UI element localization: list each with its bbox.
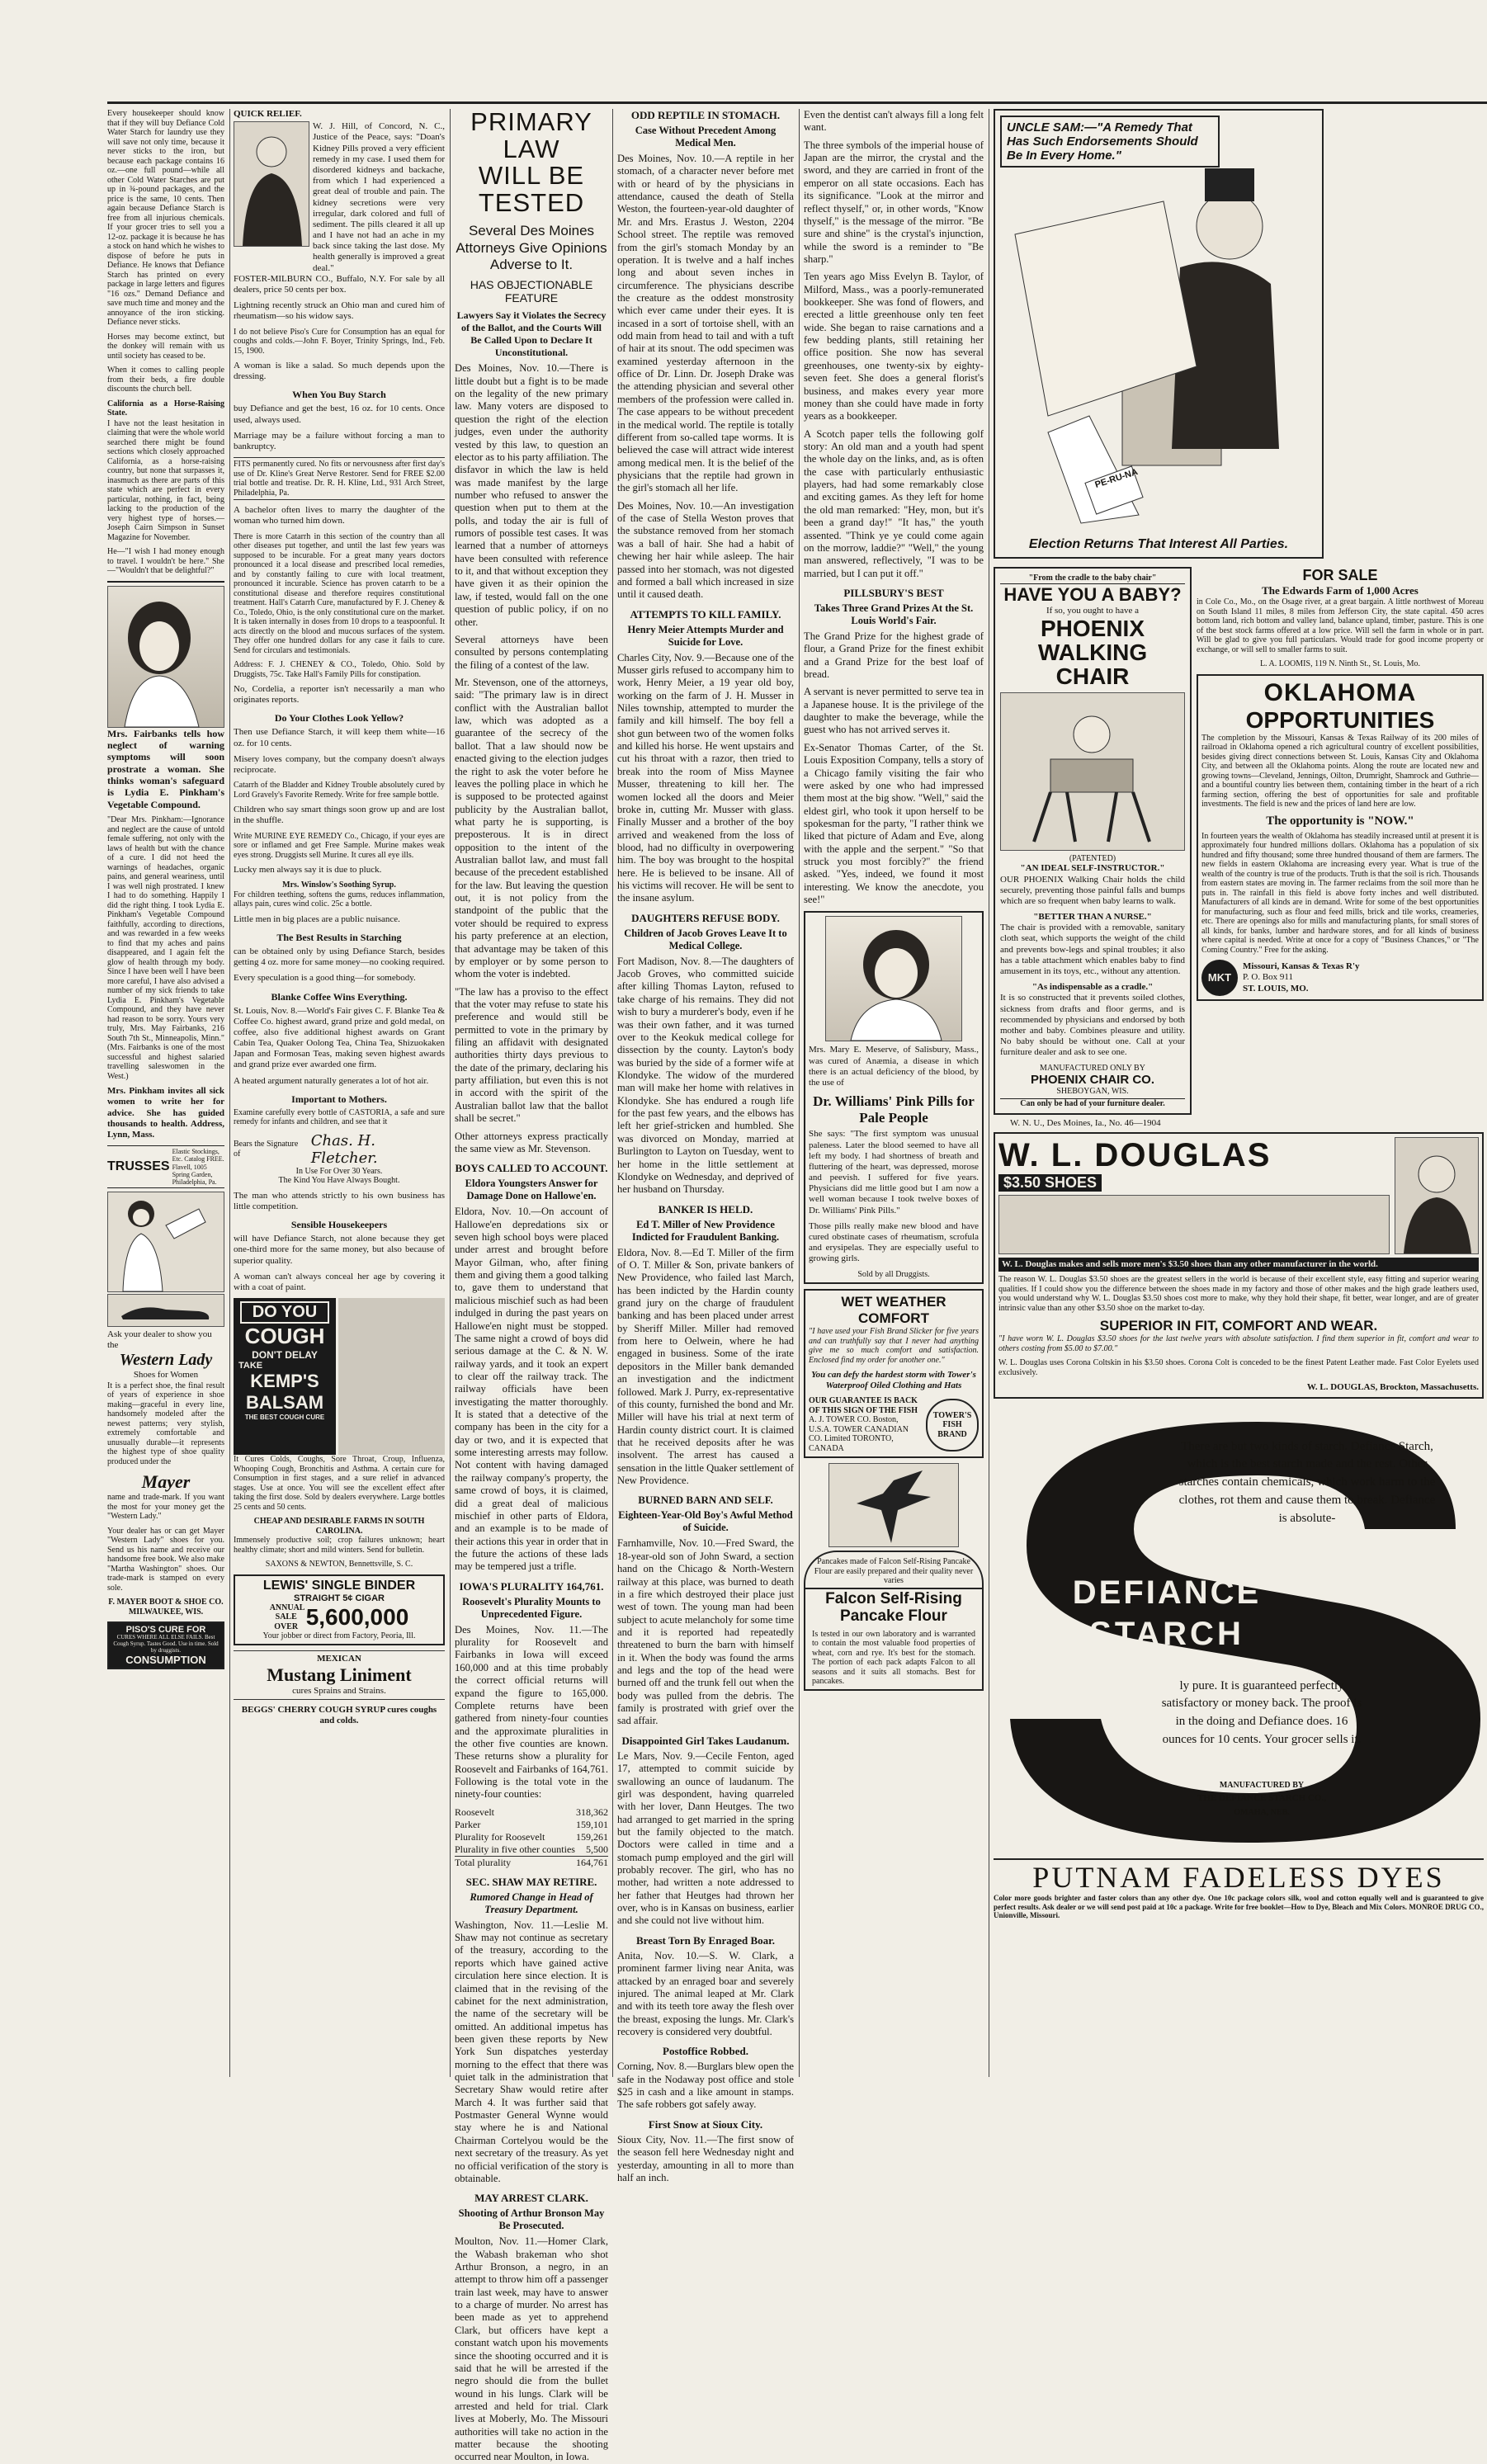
katy-footer [1201,960,1479,996]
douglas-banner [998,1137,1390,1254]
mayer-shoe-ad [107,1192,224,1617]
wnu-line: W. N. U., Des Moines, Ia., No. 46—1904 [1010,1118,1161,1129]
farms-text: Immensely productive soil; crop failures unknown; heart healthy climate; short and mild winters. Send for bulletin. [234,1536,445,1555]
murine-ad: Write MURINE EYE REMEDY Co., Chicago, if your eyes are sore or inflamed and get Free Sample. Murine makes weak eyes strong. Druggists sell Murine. It cures all eye ills. [234,831,445,860]
douglas-price: $3.50 SHOES [998,1174,1102,1192]
wet-weather-heading: WET WEATHER COMFORT [841,1294,946,1327]
primary-law-p5: Other attorneys express practically the same view as Mr. Stevenson. [455,1130,608,1154]
falcon-text: Is tested in our own laboratory and is warranted to contain the most valuable food properties of wheat, corn and rye. It's best for the stomach. The portion of each pack adapts Falcon to all seasons and it suits all stomachs. Best for pancakes. [804,1627,984,1691]
winslow-heading: Mrs. Winslow's Soothing Syrup. [282,880,396,890]
bears-signature-label: Bears the Signature of [234,1140,299,1159]
man-icon [234,122,309,246]
snow-article: Sioux City, Nov. 11.—The first snow of the season fell here Wednesday night and yesterday, amounting in all to more than half an inch. [617,2133,794,2183]
kemp-text: It Cures Colds, Coughs, Sore Throat, Croup, Influenza, Whooping Cough, Bronchitis and Asthma. A certain cure for Consumption in first stages, and a sure relief in advanced stages. Use at once. You will see the excellent effect after taking the first dose. Sold by dealers everywhere. Large bottles 25 cents and 50 cents. [234,1455,445,1512]
shoe-icon [116,1298,215,1323]
defiance-starch-ad [994,1405,1484,1855]
kemp-do-you: DO YOU [240,1301,329,1324]
defiance-text-1: There are but two kinds of starch. Defiance Starch, which is the best starch made and the rest. Other starches contain chemicals, which work harm to the clothes, rot them and cause them to break. Defiance is absolute- [1178,1439,1436,1525]
castoria-signature-row [234,1132,445,1167]
phoenix-footer: Can only be had of your furniture dealer. [1000,1098,1185,1109]
tower-footer-row [809,1396,979,1453]
mayer-ask: Ask your dealer to show you the [107,1329,212,1351]
column-6 [994,109,1484,2077]
shaw-subheading: Rumored Change in Head of Treasury Department. [470,1890,593,1915]
lightning-item: Lightning recently struck an Ohio man and cured him of rheumatism—so his widow says. [234,300,445,322]
kind-text: The Kind You Have Always Bought. [278,1176,400,1186]
phoenix-text-1: OUR PHOENIX Walking Chair holds the child securely, preventing those painful falls and bumps which are so frequent when baby learns to walk. [1000,874,1185,906]
mexican-label: MEXICAN [317,1653,361,1664]
wet-quote: "I have used your Fish Brand Slicker for five years and can truthfully say that I never had anything give me so much comfort and satisfaction. Enclosed find my order for another one." [809,1327,979,1365]
mayer-city: MILWAUKEE, WIS. [128,1607,204,1617]
lewis-annual: ANNUAL SALE OVER [269,1603,305,1631]
banker-heading: BANKER IS HELD. [658,1202,753,1215]
when-buy-text: buy Defiance and get the best, 16 oz. for 10 cents. Once used, always used. [234,404,445,425]
douglas-superior: SUPERIOR IN FIT, COMFORT AND WEAR. [1099,1318,1378,1334]
blank-ad-space [338,1298,445,1455]
falcon-flour-ad [804,1463,984,1690]
kemp-balsam-ad [234,1298,336,1455]
primary-law-p1: Des Moines, Nov. 10.—There is little doubt but a fight is to be made on the legality of the new primary law. Many voters are disposed to question the right of the election judges, even under the authority vested by this law, to question an elector as to his party affiliation. The disfavor in which the law is held was made manifest by the large number who refused to answer the question when put to them at the polls, and today the air is full of rumors of possible test cases. It was learned that a number of attorneys have been consulted with reference to it, and that without exception they have given it as their opinion the law, if tested, would fall on the one question of public policy, if on no other. [455,362,608,628]
trusses-ad [107,1145,224,1188]
woman-portrait-illustration [107,586,224,728]
primary-law-p2: Several attorneys have been consulted by persons contemplating the filing of a contest of the law. [455,633,608,671]
kemp-dont-delay: DON'T DELAY [252,1349,318,1362]
meserve-sold: Sold by all Druggists. [857,1269,930,1279]
trusses-title: TRUSSES [107,1159,170,1174]
falcon-icon [832,1464,956,1546]
douglas-portrait-illustration [1395,1137,1479,1254]
lewis-small: Your jobber or direct from Factory, Peoria, Ill. [262,1631,416,1641]
oklahoma-text-1: The completion by the Missouri, Kansas & Texas Railway of its 200 miles of railroad in Oklahoma opened a rich agricultural country of excellent possibilities, besides giving direct connections between St. Louis, Kansas City and Oklahoma City, and between all the Oklahoma points. Along the route are located new and growing towns—Cleveland, Jennings, Oilton, Drumright, Shamrock and Guthrie—and a bountiful country lies between them, containing timber in the heart of a rich farming section, offering the best of opportunities for sale and profitable investments. The field is new and the prices of land here are low. [1201,733,1479,809]
boar-heading: Breast Torn By Enraged Boar. [636,1933,775,1947]
baby-chair-icon [1001,693,1187,850]
salad-item: A woman is like a salad. So much depends upon the dressing. [234,361,445,382]
defiance-brand: DEFIANCE [1072,1574,1262,1611]
lewis-number: 5,600,000 [305,1603,409,1630]
column-2 [234,109,445,2077]
boys-article: Eldora, Nov. 10.—On account of Hallowe'en depredations six or seven high school boys were placed under arrest and brought before Mayor Gilman, who, after fining them and giving them a good talking to, gave them to understand that malicious mischief such as had been indulged in during the past years on Hallowe'en night must be stopped. The same night a crowd of boys did serious damage at the C. & N. W. railway yards, and it took an expert to clear off the railway track. The railway officials have been investigating the matter thoroughly. It is stated that a detective of the company has been in the city for a day or two, and it is expected that some interesting arrests may follow. Not content with having damaged the railway company's property, the same crowd of boys, it is claimed, did a great deal of malicious mischief in other parts of Eldora, and an example is to be made of their actions this year in order that in the future the actions of these lads may be tempered just a trifle. [455,1206,608,1573]
headline-deck: Several Des Moines Attorneys Give Opinions Adverse to It. [456,223,607,272]
pinkham-letter: "Dear Mrs. Pinkham:—Ignorance and neglect are the cause of untold female suffering, not only with the laws of health but with the chance of a cure. I did not heed the warnings of headaches, organic pains, and general weariness, until I was well nigh prostrated. I knew I had to do something. Happily I did the right thing. I took Lydia E. Pinkham's Vegetable Compound faithfully, according to directions, and was rewarded in a few weeks to find that my aches and pains disappeared, and I again felt the glow of health through my body. Since I have been well I have been more careful, I have also advised a number of my sick friends to take Lydia E. Pinkham's Vegetable Compound, and they have never had reason to be sorry. Yours very truly, Mrs. May Fairbanks, 216 South 7th St., Minneapolis, Minn." (Mrs. Fairbanks is one of the most successful and highest salaried travelling saleswomen in the West.) [107,815,224,1081]
douglas-shoes-ad [994,1132,1484,1398]
shoe-store-illustration [998,1195,1390,1254]
laudanum-heading: Disappointed Girl Takes Laudanum. [621,1734,790,1747]
portrait-icon [108,587,224,727]
children-item: Children who say smart things soon grow up and are lost in the shuffle. [234,805,445,826]
calling-item: When it comes to calling people from their beds, a fire double discounts the church bell. [107,366,224,394]
mustang-sub: cures Sprains and Strains. [292,1685,386,1696]
doans-testimonial: W. J. Hill, of Concord, N. C., Justice of the Peace, says: "Doan's Kidney Pills proved a very efficient remedy in my case. I used them for disordered kidneys and backache, from which I had experienced a great deal of trouble and pain. The kidney secretions were very irregular, dark colored and full of sediment. The pills cleared it all up and I have not had an ache in my back since taking the last dose. My health generally is improved a great deal." [313,121,445,273]
putnam-text: Color more goods brighter and faster colors than any other dye. One 10c package colors silk, wool and cotton equally well and is guaranteed to give perfect results. Ask dealer or we will send post paid at 10c a package. Write for free booklet—How to Dye, Bleach and Mix Colors. MONROE DRUG CO., Unionville, Missouri. [994,1894,1484,1919]
postoffice-article: Corning, Nov. 8.—Burglars blew open the safe in the Nodaway post office and stole $25 in cash and a like amount in stamps. The safe robbers got safely away. [617,2060,794,2111]
wet-company: A. J. TOWER CO. Boston, U.S.A. TOWER CANADIAN CO. Limited TORONTO, CANADA [809,1415,909,1453]
vote-table [455,1806,608,1869]
for-sale-heading: FOR SALE [1302,567,1378,583]
shaw-heading: SEC. SHAW MAY RETIRE. [465,1875,597,1888]
blanke-heading: Blanke Coffee Wins Everything. [271,990,408,1003]
kemp-balsam: BALSAM [245,1392,324,1414]
douglas-address: W. L. DOUGLAS, Brockton, Massachusetts. [1306,1382,1479,1393]
refuse-body-heading: DAUGHTERS REFUSE BODY. [631,911,780,924]
japan-item: The three symbols of the imperial house of Japan are the mirror, the crystal and the sword, and they are carried in front of the emperor on all state occasions. Each has its significance. "Look at the mirror and reflect thyself," or, in other words, "Know thyself," is the message of the mirror. "Be sure and shine" is the crystal's injunction, while the sword is a reminder to "Be sharp." [804,139,984,265]
fish-brand-text: TOWER'S FISH BRAND [932,1410,972,1439]
douglas-footer: W. L. Douglas uses Corona Coltskin in his $3.50 shoes. Corona Colt is conceded to be the finest Patent Leather made. Fast Color Eyelets used exclusively. [998,1358,1479,1377]
pillsbury-heading: PILLSBURY'S BEST [843,586,944,599]
kill-family-article: Charles City, Nov. 9.—Because one of the Musser girls refused to accompany him to work, Henry Meier, a 19 year old boy, working on the farm of J. H. Musser in Niles township, attempted to murder the family and kill himself. The boy fell a shot gun between two of the women folks and killed his horse. He went upstairs and cut his throat with a razor, then tried to break into the room of Miss Maynee Musser, threatening to kill her. The women locked all the doors and Meier broke in, cutting Mr. Musser with glass. Finally Musser and a brother of the boy arrived and weakened from the loss of blood, had no difficulty in overpowering him. The boy was brought to the hospital here. He is believed to be insane. All of his victims will recover. He will be sent to the insane asylum. [617,651,794,904]
williams-pink-pills-ad [804,911,984,1284]
douglas-portrait-icon [1395,1138,1478,1253]
little-men-item: Little men in big places are a public nuisance. [234,913,400,924]
douglas-text: The reason W. L. Douglas $3.50 shoes are the greatest sellers in the world is because of their excellent style, easy fitting and superior wearing qualities. If I could show you the difference between the shoes made in my factory and those of other makes and the high grade leathers used, you would understand why W. L. Douglas $3.50 shoes cost more to make, why they hold their shape, fit better, wear longer, and are of greater intrinsic value than any other $3.50 shoe on the market to-day. [998,1275,1479,1313]
vote-row: Total plurality 164,761 [455,1856,608,1868]
starch-brand: STARCH [1089,1615,1244,1652]
winslow-text: For children teething, softens the gums, reduces inflammation, allays pain, cures wind colic. 25c a bottle. [234,890,445,909]
taylor-item: Ten years ago Miss Evelyn B. Taylor, of Milford, Mass., was a poorly-remunerated bookkeeper. She was fond of flowers, and erected a little greenhouse only ten feet wide. She began to raise carnations and a few bedding plants, still retaining her office position. She now has several greenhouses, one twenty-six by eighty-seven feet. She does a general florist's business, and makes every year more money than she could have made in forty years as a bookkeeper. [804,271,984,422]
headline-primary-law: PRIMARY LAW [470,107,592,163]
catarrh-ad: There is more Catarrh in this section of the country than all other diseases put together, and until the last few years was supposed to be incurable. For a great many years doctors pronounced it a local disease and prescribed local remedies, and by constantly failing to cure with local treatment, pronounced it incurable. Science has proven catarrh to be a constitutional disease and therefore requires constitutional treatment. Hall's Catarrh Cure, manufactured by F. J. Cheney & Co., Toledo, Ohio, is the only constitutional cure on the market. It is taken internally in doses from 10 drops to a teaspoonful. It acts directly on the blood and mucous surfaces of the system. They offer one hundred dollars for any case it fails to cure. Send for circulars and testimonials. [234,531,445,655]
woman-shoe-illustration [107,1192,224,1292]
phoenix-have-baby: HAVE YOU A BABY? [1003,583,1182,605]
column-divider [229,109,230,2077]
oklahoma-heading: OKLAHOMA [1263,678,1417,706]
column-divider [612,109,613,2077]
pillsbury-text: The Grand Prize for the highest grade of flour, a Grand Prize for the finest exhibit and a Grand Prize for the best loaf of bread. [804,630,984,681]
phoenix-company: PHOENIX CHAIR CO. [1030,1073,1154,1088]
mayer-logo: Mayer [141,1471,191,1493]
dentist-item: Even the dentist can't always fill a long felt want. [804,109,984,134]
kill-family-subheading: Henry Meier Attempts Murder and Suicide for Love. [627,623,784,648]
starch-article: Every housekeeper should know that if they will buy Defiance Cold Water Starch for laundry use they will save not only time, because it never sticks to the iron, but because each package contains 16 oz.—one full pound—while all other Cold Water Starches are put up in ¾-pound packages, and the price is the same, 10 cents. Then again because Defiance Starch is free from all injurious chemicals. If your grocer tries to sell you a 12-oz. package it is because he has a stock on hand which he wishes to dispose of before he puts in Defiance. He knows that Defiance Starch has printed on every package in large letters and figures "16 ozs." Demand Defiance and save much time and money and the annoyance of the iron sticking. Defiance never sticks. [107,109,224,327]
doans-company: FOSTER-MILBURN CO., Buffalo, N.Y. For sale by all dealers, price 50 cents per box. [234,273,445,295]
oklahoma-now: The opportunity is "NOW." [1266,814,1414,828]
vote-row: Plurality in five other counties 5,500 [455,1843,608,1855]
phoenix-ought: If so, you ought to have a [1046,605,1140,616]
meserve-portrait-illustration [825,916,962,1041]
horses-item: Horses may become extinct, but the donkey will remain with us until society has ceased to be. [107,332,224,361]
misery-item: Misery loves company, but the company doesn't always reciprocate. [234,753,445,775]
when-buy-heading: When You Buy Starch [292,389,386,401]
meserve-end: Those pills really make new blood and have cured obstinate cases of rheumatism, scrofula and erysipelas. They are especially useful to growing girls. [809,1220,979,1264]
election-returns-caption: Election Returns That Interest All Parties. [1028,537,1289,551]
opportunities-heading: OPPORTUNITIES [1245,706,1435,733]
blanke-text: St. Louis, Nov. 8.—World's Fair gives C. F. Blanke Tea & Coffee Co. highest award, grand prize and gold medal, on coffee, also five additional highest awards on Grant Cabin Tea, Quaker Oolong Tea, China Tea, Shizuokaken Japan and Formosan Teas, making seven highest awards and grand prize ever awarded one firm. [234,1005,445,1070]
pinkham-ad [107,581,224,1141]
shoe-illustration [107,1294,224,1327]
fletcher-signature: Chas. H. Fletcher. [310,1131,378,1167]
piso-consumption: CONSUMPTION [125,1654,206,1667]
douglas-name: W. L. DOUGLAS [998,1137,1272,1174]
mayer-trademark: name and trade-mark. If you want the most for your money get the "Western Lady." [107,1493,224,1522]
carter-item: Ex-Senator Thomas Carter, of the St. Louis Exposition Company, tells a story of a Chicago family visiting the fair who were asked by one who had impressed them most at the big show. "Well," said the eldest girl, who took it upon herself to be spokesman for the party, "I rather think we liked that picture of Adam and Eve, along with the apple and the serpent." "So that struck you most forcibly?" the friend asked. "Yes, indeed, we found it most interesting. We know the anecdote, you see!" [804,741,984,906]
california-article: I have not the least hesitation in claiming that were the whole world searched there might be found sections which closely approached California, as a horse-raising country, but none that surpasses it, inasmuch as there are parts of this state which are perfect in every particular, nothing, in fact, being lacking to the production of the very highest type of horses.—Joseph Cairn Simpson in Sunset Magazine for November. [107,418,224,542]
vote-row: Plurality for Roosevelt 159,261 [455,1830,608,1843]
pinkham-caption: Mrs. Fairbanks tells how neglect of warning symptoms will soon prostrate a woman. She thinks woman's safeguard is Lydia E. Pinkham's Vegetable Compound. [107,727,224,810]
piso-ad [107,1621,224,1669]
primary-law-p4: "The law has a proviso to the effect that the voter may refuse to state his preference and would still be permitted to vote in the primary by filing an affidavit with designated authorities thirty days previous to the date of the primary, declaring his party affiliation, but even this is not in accord with the spirit of the Australian ballot law that the ballot shall be secret." [455,985,608,1125]
speculation-item: Every speculation is a good thing—for somebody. [234,973,416,984]
odd-reptile-article: Des Moines, Nov. 10.—A reptile in her stomach, of a character never before met with or heard of by the physicians in attendance, caused the death of Stella Weston, the fourteen-year-old daughter of Mr. and Mrs. Erastus J. Weston, 2204 School street. The reptile was removed from the girl's stomach Monday by an operation. It is twelve and a half inches long and about seven inches in circumference. The physicians describe the creature as the oddest monstrosity which ever came under their eyes. It is incased in a sort of tortoise shell, with an odd main from head to tail and with a tuft of hair at its snout. The odd specimen was examined yesterday afternoon in the office of Dr. Linn. Dr. Joseph Drake was the attending physician and several other members of the profession were called in. The case appears to be without precedent in the medical world. The reptile is totally different from so-called tape worms. It is believed the case will attract wide interest among medical men. It is the belief of the physicians that the reptile had grown in the girl's stomach all her life. [617,153,794,494]
putnam-title: PUTNAM FADELESS DYES [1032,1860,1445,1894]
peruna-bottle-label: PE-RU-NA [1093,466,1140,491]
mayer-shoes-label: Shoes for Women [133,1370,199,1381]
clothes-heading: Do Your Clothes Look Yellow? [274,712,404,725]
shaw-article: Washington, Nov. 11.—Leslie M. Shaw may not continue as secretary of the treasury, according to the reports which have gained active circulation here since election. It is claimed that in the revising of the cabinet for the next administration, the name of the secretary will be omitted. An additional impetus has been given these reports by New York Sun dispatches yesterday morning to the effect that there was quiet talk in the administration that Secretary Shaw would retire after March 4. It was further said that Postmaster General Wynne would stay where he is and National Chairman Cortelyou would be the next secretary of the treasury. As yet no official verification of the story is obtainable. [455,1919,608,2184]
uncle-sam-peruna-ad [994,109,1324,559]
phoenix-patented: (PATENTED) [1069,853,1116,863]
column-4 [617,109,794,2183]
baby-chair-illustration [1000,692,1185,851]
mkt-logo: MKT [1201,960,1238,996]
pinkham-invite: Mrs. Pinkham invites all sick women to write her for advice. She has guided thousands to health. Address, Lynn, Mass. [107,1086,224,1140]
falcon-top-text: Pancakes made of Falcon Self-Rising Pancake Flour are easily prepared and their quality never varies [804,1551,984,1589]
defiance-text-2: ly pure. It is guaranteed perfectly satisfactory or money back. The proof is in the doing and Defiance does. 16 ounces for 10 cents. Your grocer sells it. [1161,1678,1362,1746]
lucky-item: Lucky men always say it is due to pluck. [234,865,382,876]
mayer-note: Your dealer has or can get Mayer "Western Lady" shoes for you. Send us his name and receive our handsome free book. We also make "Martha Washington" shoes. Our trade-mark is stamped on every sole. [107,1526,224,1593]
fish-brand-logo [926,1399,979,1451]
douglas-quote: "I have worn W. L. Douglas $3.50 shoes for the last twelve years with absolute satisfaction. I find them superior in fit, comfort and wear to others costing from $5.00 to $7.00." [998,1334,1479,1353]
sale-oklahoma-column [1197,567,1484,1115]
burned-subheading: Eighteen-Year-Old Boy's Awful Method of Suicide. [618,1509,793,1534]
falcon-bird-illustration [828,1463,959,1547]
fits-ad: FITS permanently cured. No fits or nervousness after first day's use of Dr. Kline's Great Nerve Restorer. Send for FREE $2.00 trial bottle and treatise. Dr. R. H. Kline, Ltd., 931 Arch Street, Philadelphia, Pa. [234,457,445,500]
odd-reptile-subheading: Case Without Precedent Among Medical Men. [635,125,777,149]
phoenix-mfd: MANUFACTURED ONLY BY [1040,1063,1145,1073]
phoenix-city: SHEBOYGAN, WIS. [1056,1087,1129,1097]
banker-subheading: Ed T. Miller of New Providence Indicted for Fraudulent Banking. [631,1218,780,1243]
mothers-text: Examine carefully every bottle of CASTORIA, a safe and sure remedy for infants and children, and see that it [234,1107,445,1127]
laudanum-article: Le Mars, Nov. 9.—Cecile Fenton, aged 17, attempted to commit suicide by swallowing an ounce of laudanum. The girl was despondent, having quarreled with her lover, Dann Heutges. The two had arranged to get married in the spring but the family objected to the match. Doctors were called in time and a stomach pump employed and the girl will probably recover. The girl, who has no mother, had written a note addressed to her father that Heutges had thrown her over, who is in Kansas on business, earlier and she could not live without him. [617,1749,794,1927]
column-1 [107,109,224,2077]
kemp-farms-row [234,1298,445,1455]
mustang-title: Mustang Liniment [267,1664,412,1685]
vote-row: Parker 159,101 [455,1818,608,1830]
lady-portrait-icon [826,917,966,1041]
lewis-sub: STRAIGHT 5¢ CIGAR [293,1593,385,1603]
clark-subheading: Shooting of Arthur Bronson May Be Prosecuted. [458,2207,605,2232]
top-rule [107,101,1487,104]
doans-heading: QUICK RELIEF. [234,109,302,119]
williams-title: Dr. Williams' Pink Pills for Pale People [813,1093,975,1126]
western-lady-brand: Western Lady [119,1351,213,1370]
phoenix-title: PHOENIX WALKING CHAIR [1037,615,1148,690]
money-joke: He—"I wish I had money enough to travel. I wouldn't be here." She—"Wouldn't that be delightful?" [107,547,224,575]
phoenix-indispensable: "As indispensable as a cradle." [1031,982,1154,993]
oklahoma-ad [1197,674,1484,1002]
defiance-company: THE DEFIANCE STARCH CO., [1197,1792,1326,1803]
lewis-cigar-ad [234,1574,445,1645]
phoenix-cradle-tag: "From the cradle to the baby chair" [1000,574,1185,584]
boar-article: Anita, Nov. 10.—S. W. Clark, a prominent farmer living near Anita, was attacked by an enraged boar and severely injured. The animal leaped at Mr. Clark and with its teeth tore away the flesh over the breast, exposing the lungs. Mr. Clark's recovery is considered very doubtful. [617,1949,794,2037]
odd-reptile-heading: ODD REPTILE IN STOMACH. [630,109,781,121]
clark-heading: MAY ARREST CLARK. [474,2192,588,2205]
mayer-company: F. MAYER BOOT & SHOE CO. [108,1598,224,1607]
farms-address: SAXONS & NEWTON, Bennettsville, S. C. [265,1560,413,1570]
lewis-heading: LEWIS' SINGLE BINDER [262,1578,416,1593]
tower-fish-brand-ad [804,1289,984,1458]
piso-title: PISO'S CURE FOR [125,1625,206,1636]
snow-heading: First Snow at Sioux City. [648,2117,763,2131]
doans-ad [234,121,445,274]
clothes-text: Then use Defiance Starch, it will keep them white—16 oz. for 10 cents. [234,727,445,748]
iowa-subheading: Roosevelt's Plurality Mounts to Unprecedented Figure. [462,1595,601,1620]
refuse-body-subheading: Children of Jacob Groves Leave It to Medical College. [624,927,787,951]
mayer-text: It is a perfect shoe, the final result of years of experience in shoe making—graceful in every line, handsomely modeled after the newest patterns; very stylish, extremely comfortable and unusually durable—it represents the highest type of shoe quality produced under the [107,1381,224,1466]
california-heading: California as a Horse-Raising State. [107,399,224,418]
catarrh-address: Address: F. J. CHENEY & CO., Toledo, Ohio. Sold by Druggists, 75c. Take Hall's Family Pills for constipation. [234,660,445,679]
cordelia-item: No, Cordelia, a reporter isn't necessarily a man who originates reports. [234,684,445,706]
douglas-bar: W. L. Douglas makes and sells more men's $3.50 shoes than any other manufacturer in the world. [998,1258,1479,1272]
servant-item: A servant is never permitted to serve tea in a Japanese house. It is the privilege of the daughter to make the beverage, while the guest who has not arrived serves it. [804,686,984,736]
marriage-item: Marriage may be a failure without forcing a man to bankruptcy. [234,430,445,451]
bachelor-item: A bachelor often lives to marry the daughter of the woman who turned him down. [234,505,445,526]
kemp-cough: COUGH [244,1324,325,1349]
falcon-name: Falcon Self-Rising Pancake Flour [804,1589,984,1627]
for-sale-subheading: The Edwards Farm of 1,000 Acres [1262,584,1419,597]
iowa-article: Des Moines, Nov. 11.—The plurality for Roosevelt and Fairbanks in Iowa will exceed 160,000 and at this time probably the correct official returns will expand the figure to 165,000. Complete returns have been gathered from ninety-four counties and the approximate pluralities in the other five counties are known. These returns show a plurality for Roosevelt and Fairbanks of 164,761. Following is the total vote in the ninety-four counties: [455,1623,608,1801]
clark-article: Moulton, Nov. 11.—Homer Clark, the Wabash brakeman who shot Arthur Bronson, a negro, in an attempt to throw him off a passenger train last week, may have to answer to a charge of murder. No arrest has been made as yet to apprehend Clark, but officers have kept a constant watch upon his movements since the shooting occurred and it is said that he will be arrested if the negro should die from the bullet wound in his lungs. Clark will be arrested and held for trial. Clark lives at Moberly, Mo. The Missouri authorities will take no action in the matter because the shooting occurred near Moulton, in Iowa. [455,2235,608,2463]
trusses-text: Elastic Stockings, Etc. Catalog FREE. Flavell, 1005 Spring Garden, Philadelphia, Pa. [172,1148,224,1186]
sensible-heading: Sensible Housekeepers [290,1219,388,1231]
for-sale-address: L. A. LOOMIS, 119 N. Ninth St., St. Louis, Mo. [1259,659,1421,668]
tower-info [809,1396,923,1453]
mothers-heading: Important to Mothers. [291,1093,387,1105]
woman-icon [108,1192,224,1291]
burned-heading: BURNED BARN AND SELF. [638,1494,773,1507]
scotch-golf-item: A Scotch paper tells the following golf story: An old man and a youth had spent the whole day on the links, and, as is often the case with particularly enthusiastic players, had had some remarkably close and exciting games. As they left for home the old man remarked: "Hey, mon, but it's been a grand day!" "It has," the youth assented. "Think ye ye could come again on the morrow, laddie?" "Well," the young man answered, reflectively, "I was to be married, but I can put it off." [804,427,984,579]
meserve-text: She says: "The first symptom was unusual paleness. Later the blood seemed to have all left my body. I had shortness of breath and fluttering of the heart, was depressed, morose and peevish. I suffered for five years. Physicians did me little good but I am now a well woman because I took twelve boxes of Dr. Williams' Pink Pills." [809,1129,979,1215]
for-sale-text: in Cole Co., Mo., on the Osage river, at a great bargain. A little northwest of Moreau on South Island 11 miles, 8 miles from Jefferson City, the state capital. 450 acres bottom land, rich bottom and valley land, balance upland, timber, pasture. This is one of the best stock farms offered at a low price. Will sell the farm in whole or in part. Will be glad to give you full particulars. Would trade for good income property or exchange, or will sell to smaller farms to suit. [1197,597,1484,654]
phoenix-text-2: The chair is provided with a removable, sanitary cloth seat, which supports the weight of the child and prevents bow-legs and spinal troubles; it also has a table attachment which enables baby to find amusement in its toys, etc., without any attention. [1000,923,1185,977]
primary-law-p3: Mr. Stevenson, one of the attorneys, said: "The primary law is in direct conflict with the Australian ballot law, which was adopted as a guarantee of the secrecy of the ballot. That a law should now be enacted giving to the election judges the right to ask the voter before he leaves the polling place in which he is supposed to be protected against publicity by the Australian ballot, what party he is supporting, is preposterous. It is in direct opposition to the intent of the Australian ballot law, and must fall because of the precedent established for the law. But leaving the question out, it is not policy from the standpoint of the public that the voter should be required to express his party preference at an election, that advantage may be taken of this by employer or by some person to whom the voter is indebted. [455,676,608,980]
wet-defy: You can defy the hardest storm with Tower's Waterproof Oiled Clothing and Hats [811,1370,976,1391]
boys-subheading: Eldora Youngsters Answer for Damage Done on Hallowe'en. [465,1178,598,1202]
farms-heading: CHEAP AND DESIRABLE FARMS IN SOUTH CAROLINA. [253,1517,425,1536]
odd-reptile-article-2: Des Moines, Nov. 10.—An investigation of the case of Stella Weston proves that the substance removed from her stomach was a ball of hair. She had a habit of chewing her hair while asleep. The hair passed into her stomach, was not digested and formed a ball which increased in size until it caused death. [617,499,794,601]
katy-address: Missouri, Kansas & Texas R'y P. O. Box 911 ST. LOUIS, MO. [1243,961,1360,994]
best-results-text: can be obtained only by using Defiance Starch, besides getting 4 oz. more for same money—no cooking required. [234,946,445,968]
burned-article: Farnhamville, Nov. 10.—Fred Sward, the 18-year-old son of John Sward, a section hand on the Chicago & North-Western railway at this place, was burned to death in a fire which destroyed their place just west of town. The young man had been subject to acute melancholy for some time and it is reported had repeatedly threatened to burn the barn with himself in it. When the body was found the arms and legs and the top of the head were burned off and the trunk fell out when the body was pulled from the debris. The family is prostrated with grief over the sad affair. [617,1537,794,1727]
defiance-mfd: MANUFACTURED BY [1219,1780,1305,1790]
refuse-body-article: Fort Madison, Nov. 8.—The daughters of Jacob Groves, who committed suicide after killing Thomas Layton, refused to take charge of his remains. They did not wish to bury a murderer's body, even if he was their own father, and it was turned over to the Keokuk medical college for dissection by the county. Layton's body was buried by the side of a former wife at Klondyke. The widow of the murdered man will make her home with relatives in Klondyke. She has endured a rough life for the past few years, and the elbows has left her grief-stricken and humbled. She was divorced on Monday, married at Burlington to Layton on Tuesday, went to her home in the little settlement at Klondyke on Wednesday, and deprived of her husband on Thursday. [617,955,794,1196]
banker-article: Eldora, Nov. 8.—Ed T. Miller of the firm of O. T. Miller & Son, private bankers of New Providence, who failed last March, has been indicted by the Hardin county grand jury on the charge of fraudulent banking and has been placed under arrest by Sheriff Miller. Miller had removed from here to Oelwein, where he had engaged in business. Some of the irate depositors in the Miller bank demanded an investigation and the indictment followed. Mark J. Purry, ex-representative of this county, furnished the bond and Mr. Miller will have his trial at next term of Hardin county district court. It is claimed that he received deposits after he was insolvent. The arrest has caused a sensation in the little Quaker settlement of New Providence. [617,1246,794,1487]
column-3 [455,107,608,2463]
piso-testimonial: I do not believe Piso's Cure for Consumption has an equal for coughs and colds.—John F. Boyer, Trinity Springs, Ind., Feb. 15, 1900. [234,327,445,356]
putnam-dyes-ad [994,1858,1484,1920]
column-divider [450,109,451,2077]
uncle-sam-illustration [998,168,1319,531]
headline-will-be-tested: WILL BE TESTED [478,161,585,217]
meserve-caption: Mrs. Mary E. Meserve, of Salisbury, Mass., was cured of Anæmia, a disease in which there is an actual deficiency of the blood, by the use of [809,1045,979,1088]
column-divider [799,109,800,2077]
postoffice-heading: Postoffice Robbed. [663,2045,748,2058]
mustang-ad [234,1650,445,1700]
beggs-ad: BEGGS' CHERRY COUGH SYRUP cures coughs and colds. [241,1705,437,1726]
pillsbury-subheading: Takes Three Grand Prizes At the St. Louis World's Fair. [814,602,974,626]
piso-text: CURES WHERE ALL ELSE FAILS. Best Cough Syrup. Tastes Good. Use in time. Sold by druggists. [113,1634,219,1654]
lewis-sales-row [238,1603,441,1632]
boys-heading: BOYS CALLED TO ACCOUNT. [455,1162,608,1175]
phoenix-chair-ad [994,567,1192,1115]
uncle-sam-headline: UNCLE SAM:—"A Remedy That Has Such Endorsements Should Be In Every Home." [1000,116,1220,168]
defiance-city: OMAHA, NEB. [1234,1807,1290,1817]
oklahoma-text-2: In fourteen years the wealth of Oklahoma has steadily increased until at present it is approximately four hundred millions dollars. Oklahoma has a population of six hundred and fifty thousand; some three hundred thousand of them are farmers. The new fields in eastern Oklahoma are increasing every year. What is true of the wealth of the country is true of the products. Truth is that the soil is rich. Thousands from eastern states are moving in. The farmer reclaims from the soil more than he puts in. The rainfall in this field is above forty inches and well distributed. Manufacturers of all kinds are in demand. Write for some of the best opportunities for manufacturing, such as flour and feed mills, brick and tile works, creameries, etc. There are openings also for mills and manufacturing plants, for small stores of all kinds, for banks, lumber and hardware stores, and for all kinds of business where capital is needed. Write at once for a copy of "Business Chances," or "The Coming Country." Free for the asking. [1201,831,1479,955]
column-5 [804,109,984,2077]
iowa-heading: IOWA'S PLURALITY 164,761. [459,1579,604,1593]
kemp-take: TAKE [238,1361,263,1371]
phoenix-ideal: "AN IDEAL SELF-INSTRUCTOR." [1020,863,1165,874]
man-portrait-illustration [234,121,309,247]
conceal-item: A woman can't always conceal her age by covering it with a coat of paint. [234,1271,445,1292]
kemp-name: KEMP'S [250,1371,319,1392]
wet-guarantee: OUR GUARANTEE IS BACK OF THIS SIGN OF THE FISH [809,1396,918,1415]
sensible-text: will have Defiance Starch, not alone because they get one-third more for the same money, but also because of superior quality. [234,1234,445,1266]
phoenix-text-3: It is so constructed that it prevents soiled clothes, sickness from drafts and floor germs, and is recommended by physicians and endorsed by both mother and baby. Combines pleasure and utility. No baby should be without one. Call at your furniture dealer and ask to see one. [1000,993,1185,1058]
douglas-top [998,1137,1479,1254]
kemp-best: THE BEST COUGH CURE [244,1414,325,1422]
headline-deck-3: Lawyers Say it Violates the Secrecy of the Ballot, and the Courts Will Be Called Upon to Declare It Unconstitutional. [456,309,607,359]
phoenix-sale-row [994,567,1484,1115]
headline-deck-2: HAS OBJECTIONABLE FEATURE [470,278,593,305]
phoenix-better: "BETTER THAN A NURSE." [1033,912,1152,923]
argument-item: A heated argument naturally generates a lot of hot air. [234,1075,429,1086]
bladder-ad: Catarrh of the Bladder and Kidney Trouble absolutely cured by Lord Gravely's Favorite Remedy. Write for free sample bottle. [234,781,445,800]
best-results-heading: The Best Results in Starching [276,931,402,943]
vote-row: Roosevelt 318,362 [455,1806,608,1818]
business-item: The man who attends strictly to his own business has little competition. [234,1190,445,1211]
kill-family-heading: ATTEMPTS TO KILL FAMILY. [630,607,781,621]
in-use-text: In Use For Over 30 Years. [295,1166,383,1176]
